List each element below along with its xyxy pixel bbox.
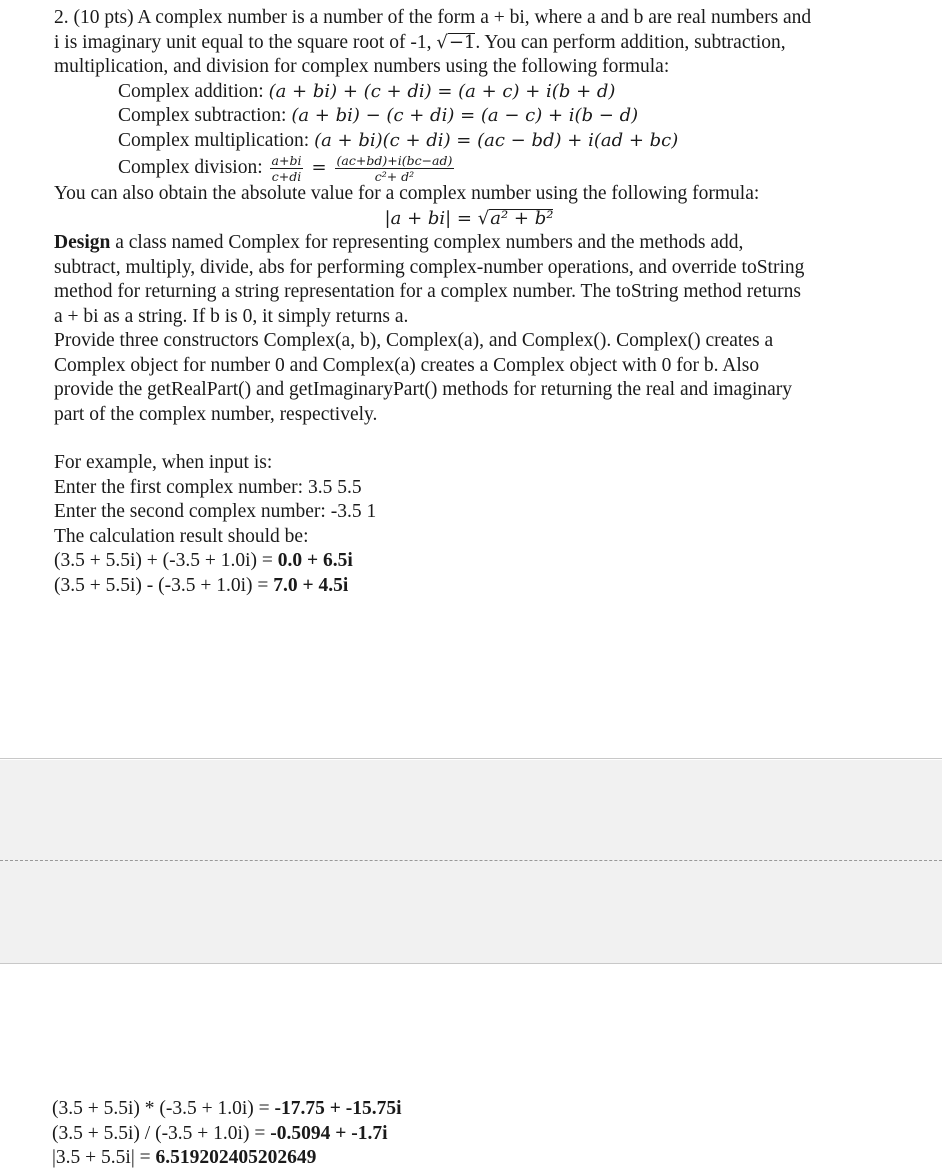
constructor-line-1: Provide three constructors Complex(a, b), Complex(a), and Complex(). Complex() creates a	[54, 330, 774, 351]
page-break-band	[0, 760, 942, 963]
intro-line-1: 2. (10 pts) A complex number is a number of the form a + bi, where a and b are real numbers and	[54, 7, 812, 28]
example-first-input: Enter the first complex number: 3.5 5.5	[54, 476, 362, 498]
example-mul-line	[52, 1097, 402, 1122]
design-line-1	[54, 231, 914, 256]
constructor-line-2: Complex object for number 0 and Complex(a) creates a Complex object with 0 for b. Also	[54, 354, 760, 376]
division-formula	[54, 153, 914, 182]
design-line-1-text: a class named Complex for representing complex numbers and the methods add,	[110, 232, 744, 253]
sqrt-arg: −1	[448, 31, 476, 53]
abs-sqrt-arg: a² + b²	[490, 207, 554, 229]
constructor-line-3: provide the getRealPart() and getImaginaryPart() methods for returning the real and imaginary	[54, 379, 793, 400]
example-mul-expression: (3.5 + 5.5i) * (-3.5 + 1.0i) =	[52, 1098, 275, 1119]
example-result-label: The calculation result should be:	[54, 525, 309, 547]
division-rhs-fraction	[335, 153, 455, 184]
problem-text	[54, 6, 914, 598]
example-abs-line	[52, 1146, 402, 1171]
example-div-result: -0.5094 + -1.7i	[270, 1122, 388, 1144]
intro-line-3: multiplication, and division for complex numbers using the following formula:	[54, 56, 670, 77]
abs-formula	[54, 207, 914, 232]
multiplication-formula	[54, 129, 914, 154]
sqrt-sign: √	[436, 31, 448, 53]
example-sub-line	[54, 574, 914, 599]
constructor-line-4: part of the complex number, respectively.	[54, 403, 378, 425]
division-label: Complex division:	[118, 156, 268, 178]
addition-label: Complex addition:	[118, 80, 269, 102]
subtraction-formula	[54, 104, 914, 129]
page-break-bottom-border	[0, 963, 942, 964]
design-line-2: subtract, multiply, divide, abs for performing complex-number operations, and override toString	[54, 256, 805, 278]
division-lhs-fraction	[270, 153, 304, 184]
design-line-4: a + bi as a string. If b is 0, it simply returns a.	[54, 305, 409, 327]
example-abs-expression: |3.5 + 5.5i| =	[52, 1147, 156, 1168]
example-intro: For example, when input is:	[54, 452, 273, 473]
division-lhs-numerator: a+bi	[271, 153, 302, 168]
page-break-top-border	[0, 758, 942, 759]
multiplication-expression: (a + bi)(c + di) = (ac − bd) + i(ad + bc)	[314, 129, 679, 151]
example-add-line	[54, 549, 914, 574]
division-lhs-denominator: c+di	[271, 169, 302, 184]
page-break-dashed-line	[0, 860, 942, 861]
example-div-line	[52, 1122, 402, 1147]
addition-expression: (a + bi) + (c + di) = (a + c) + i(b + d)	[268, 80, 616, 102]
intro-line-2-post: . You can perform addition, subtraction,	[475, 31, 786, 53]
intro-line-2-pre: i is imaginary unit equal to the square root of -1,	[54, 31, 437, 53]
example-second-input: Enter the second complex number: -3.5 1	[54, 501, 377, 522]
division-rhs-numerator: (ac+bd)+i(bc−ad)	[336, 153, 453, 168]
abs-intro: You can also obtain the absolute value for a complex number using the following formula:	[54, 183, 760, 204]
example-sub-result: 7.0 + 4.5i	[273, 574, 349, 596]
design-bold: Design	[54, 232, 111, 253]
addition-formula	[54, 80, 914, 105]
example-add-expression: (3.5 + 5.5i) + (-3.5 + 1.0i) =	[54, 550, 278, 571]
division-rhs-denominator: c²+ d²	[374, 169, 415, 184]
example-add-result: 0.0 + 6.5i	[277, 550, 353, 571]
subtraction-expression: (a + bi) − (c + di) = (a − c) + i(b − d)	[291, 105, 639, 126]
intro-line-2	[54, 31, 914, 56]
example-mul-result: -17.75 + -15.75i	[274, 1098, 402, 1119]
example-continued	[52, 1097, 402, 1171]
example-sub-expression: (3.5 + 5.5i) - (-3.5 + 1.0i) =	[54, 574, 274, 596]
division-equals: =	[311, 156, 327, 178]
example-abs-result: 6.519202405202649	[155, 1147, 317, 1168]
subtraction-label: Complex subtraction:	[118, 105, 292, 126]
multiplication-label: Complex multiplication:	[118, 129, 315, 151]
example-div-expression: (3.5 + 5.5i) / (-3.5 + 1.0i) =	[52, 1122, 271, 1144]
design-line-3: method for returning a string representation for a complex number. The toString method returns	[54, 281, 801, 302]
abs-lhs: |a + bi| =	[384, 207, 478, 229]
abs-sqrt-sign: √	[477, 207, 490, 229]
